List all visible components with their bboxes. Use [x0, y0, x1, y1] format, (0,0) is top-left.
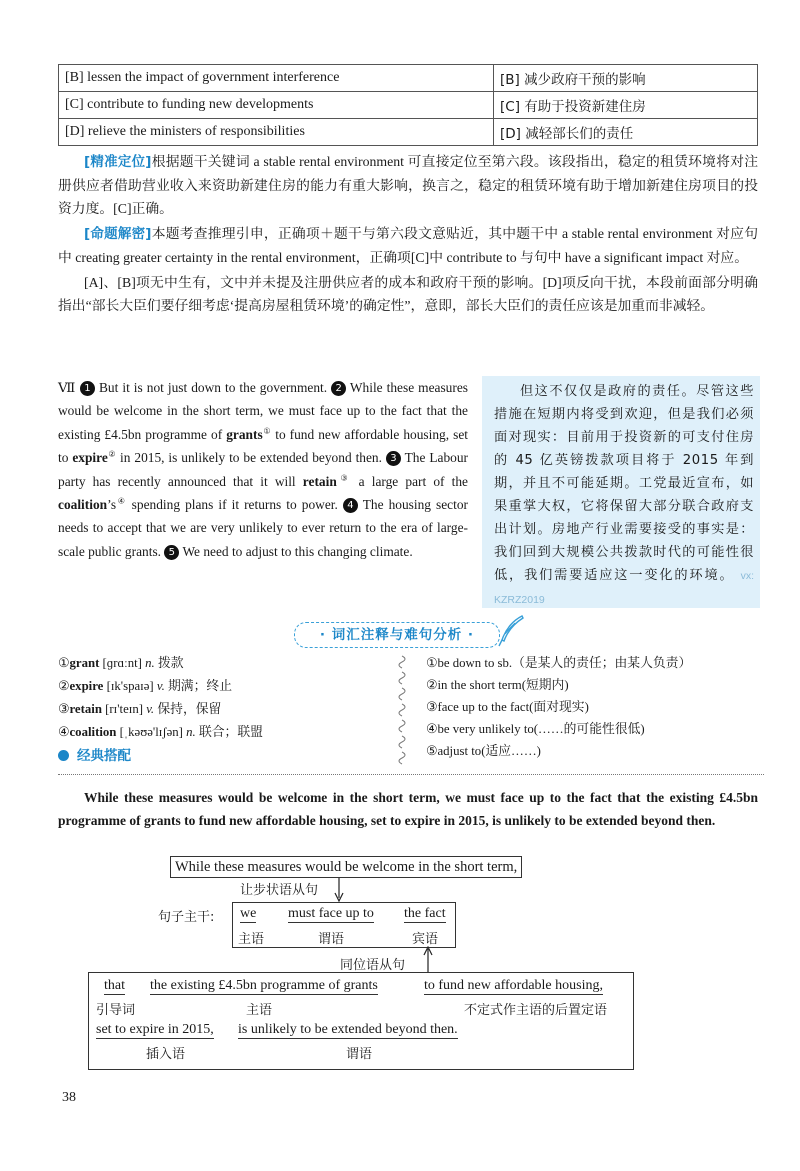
paragraph-number: Ⅶ — [58, 380, 76, 395]
sentence: to fund new affordable housing, set to — [58, 426, 468, 466]
keyword: coalition — [58, 497, 108, 513]
precise-location-tag: [精准定位] — [84, 154, 152, 170]
down-arrow-icon — [334, 878, 344, 902]
sentence: The Labour party has recently announced that it will — [58, 450, 468, 489]
notebook-spine-divider — [398, 654, 412, 768]
sentence: But it is not just down to the government. — [98, 380, 328, 395]
insertion-phrase: set to expire in 2015, — [96, 1022, 214, 1037]
answer-analysis — [58, 150, 758, 319]
option-zh: [D] 减轻部长们的责任 — [494, 119, 758, 146]
vocab-list — [58, 652, 388, 744]
options-table — [58, 64, 758, 146]
subject-label: 主语 — [238, 932, 265, 947]
that-label: 引导词 — [96, 1003, 136, 1018]
main-clause-box — [232, 902, 456, 948]
translation-body: 但这不仅仅是政府的责任。尽管这些措施在短期内将受到欢迎，但是我们必须面对现实：目前用于投资新的可支付住房的 45 亿英镑拨款项目将于 2015 年到期，并且不可能延期。工党最近宣布，如果重掌大权，它将保留大部分联合政府支出计划。房地产行业需要接受的事实是：我们回到大规模公共拨款时代的可能性很低，我们需要适应这一变化的环境。 — [494, 384, 754, 583]
sentence-number: 2 — [331, 381, 346, 396]
quill-pen-icon — [496, 614, 526, 648]
insertion-label: 插入语 — [146, 1047, 186, 1062]
keyword: expire — [72, 450, 108, 466]
sentence: ’s — [107, 497, 117, 513]
footnote-mark: ④ — [116, 496, 127, 506]
phrase-item: ③face up to the fact(面对现实) — [426, 700, 589, 714]
passage-paragraph — [58, 376, 468, 563]
clause-predicate-label: 谓语 — [346, 1047, 373, 1062]
vocab-item: ①grant [ɡrɑːnt] n. 拨款 — [58, 656, 184, 671]
sentence: spending plans if it returns to power. — [131, 497, 338, 513]
watermark: vx: KZRZ2019 — [494, 570, 754, 606]
object-label: 宾语 — [412, 932, 439, 947]
phrase-item: ⑤adjust to(适应……) — [426, 744, 541, 758]
keyword: retain — [302, 473, 337, 489]
sentence-number: 3 — [386, 451, 401, 466]
option-zh: [B] 减少政府干预的影响 — [494, 65, 758, 92]
subject-we: we — [240, 906, 257, 921]
bullet-dot-icon — [58, 750, 69, 761]
clause-subject: the existing £4.5bn programme of grants — [150, 978, 378, 993]
footnote-mark: ① — [262, 426, 272, 436]
phrase-item: ④be very unlikely to(……的可能性很低) — [426, 722, 645, 736]
relative-that: that — [104, 978, 125, 993]
sentence: We need to adjust to this changing climate. — [182, 543, 413, 559]
option-row — [59, 119, 758, 146]
footnote-mark: ③ — [336, 473, 352, 483]
analysis-paragraph — [58, 222, 758, 269]
adverbial-clause: While these measures would be welcome in the short term, — [170, 856, 522, 878]
page-number: 38 — [62, 1090, 76, 1105]
vocab-item: ②expire [ɪk'spaɪə] v. 期满；终止 — [58, 679, 232, 694]
appositive-label: 同位语从句 — [340, 958, 406, 973]
translation-text — [494, 380, 754, 612]
option-en: [D] relieve the ministers of responsibilities — [59, 119, 494, 146]
option-en: [C] contribute to funding new developments — [59, 92, 494, 119]
sentence: in 2015, is unlikely to be extended beyond then. — [120, 450, 382, 466]
analysis-paragraph — [58, 150, 758, 220]
clause-subject-label: 主语 — [246, 1003, 273, 1018]
sentence-number: 5 — [164, 545, 179, 560]
footnote-mark: ② — [107, 449, 117, 459]
predicate-verb: must face up to — [288, 906, 374, 921]
main-clause-label: 句子主干: — [158, 910, 215, 925]
phrase-item: ①be down to sb.（是某人的责任；由某人负责） — [426, 656, 692, 670]
sentence: The housing sector needs to accept that we are very unlikely to ever return to the era of large-scale public grants. — [58, 497, 468, 559]
phrase-item: ②in the short term(短期内) — [426, 678, 569, 692]
infinitive-modifier: to fund new affordable housing, — [424, 978, 603, 993]
translation-box — [482, 376, 760, 608]
sentence-text: While these measures would be welcome in the short term, we must face up to the fact that the existing £4.5bn programme of grants to fund new affordable housing, set to expire in 2015, is unlikely to be extended beyond then. — [58, 790, 758, 828]
dotted-divider — [58, 774, 764, 775]
appositive-clause-box — [88, 972, 634, 1070]
option-en: [B] lessen the impact of government interference — [59, 65, 494, 92]
vocab-item: ④coalition [ˌkəʊə'lɪʃən] n. 联合；联盟 — [58, 725, 263, 740]
predicate-label: 谓语 — [318, 932, 345, 947]
keyword: grants — [226, 426, 263, 442]
clause-predicate: is unlikely to be extended beyond then. — [238, 1022, 458, 1037]
sentence-number: 1 — [80, 381, 95, 396]
infinitive-label: 不定式作主语的后置定语 — [464, 1003, 608, 1018]
option-zh: [C] 有助于投资新建住房 — [494, 92, 758, 119]
analysis-text: 根据题干关键词 a stable rental environment 可直接定位至第六段。该段指出，稳定的租赁环境将对注册供应者借助营业收入来资助新建住房的能力有重大影响，换言之，稳定的租赁环境有助于增加新建住房项目的投资力度。[C]正确。 — [58, 154, 758, 216]
sentence-number: 4 — [343, 498, 358, 513]
sentence: While these measures would be welcome in the short term, we must face up to the fact that the existing £4.5bn programme of — [58, 380, 468, 442]
option-row — [59, 92, 758, 119]
clause-label: 让步状语从句 — [240, 883, 319, 898]
vocab-section-title: · 词汇注释与难句分析 · — [294, 622, 500, 648]
analysis-paragraph: [A]、[B]项无中生有，文中并未提及注册供应者的成本和政府干预的影响。[D]项反向干扰，本段前面部分明确指出“部长大臣们要仔细考虑‘提高房屋租赁环境’的确定性”，意即，部长大臣们的责任应该是加重而非减轻。 — [58, 275, 758, 313]
phrase-list — [426, 652, 766, 762]
option-row — [59, 65, 758, 92]
difficult-sentence — [58, 786, 758, 832]
question-decode-tag: [命题解密] — [84, 226, 152, 242]
object-fact: the fact — [404, 906, 446, 921]
up-arrow-icon — [423, 946, 433, 972]
analysis-text: 本题考查推理引申，正确项＋题干与第六段文意贴近，其中题干中 a stable rental environment 对应句中 creating greater certainty in the rental environment，正确项[C]中 contribute to 与句中 have a significant impact 对应。 — [58, 226, 758, 265]
sentence: a large part of the — [358, 473, 468, 489]
vocab-item: ③retain [rɪ'teɪn] v. 保持，保留 — [58, 702, 222, 717]
classic-collocation-heading: 经典搭配 — [58, 744, 131, 764]
